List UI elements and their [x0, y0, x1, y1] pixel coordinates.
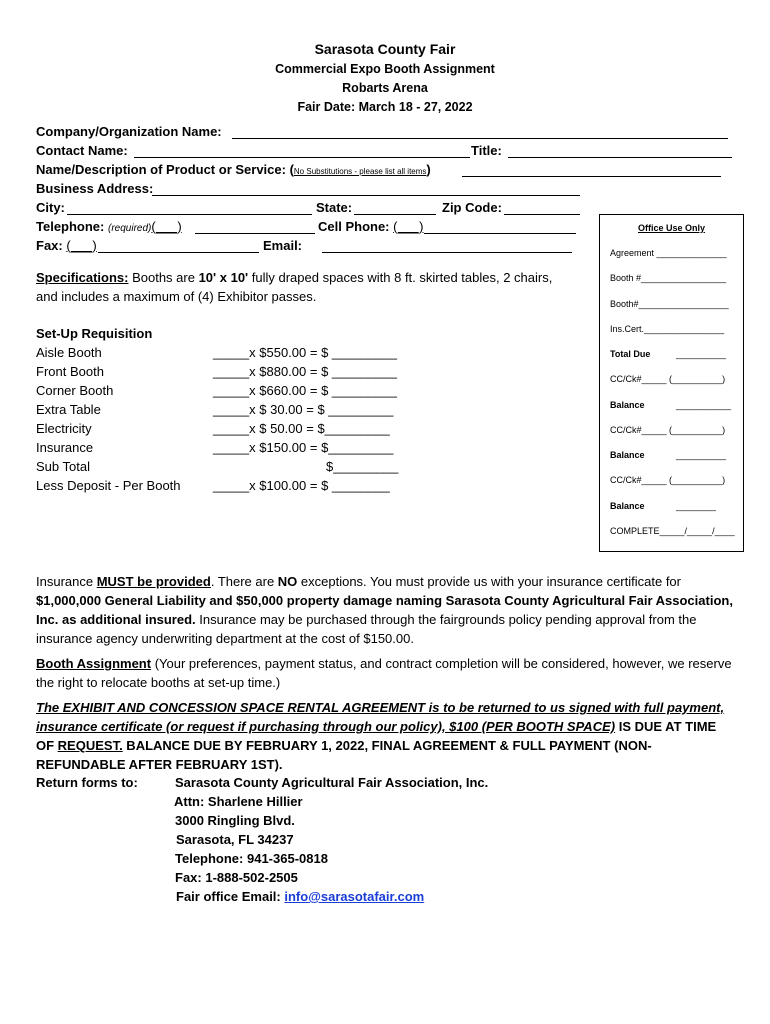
agreement-balance: BALANCE DUE BY FEBRUARY 1, 2022, FINAL AGREEMENT & FULL PAYMENT (NON- REFUNDABLE AFTER FEBRUARY 1ST).	[36, 738, 652, 772]
setup-item-name: Corner Booth	[36, 383, 114, 398]
zip-label: Zip Code:	[442, 200, 502, 215]
office-row-value[interactable]: ___________	[676, 400, 732, 410]
office-row-value[interactable]: ________________	[644, 324, 725, 334]
fax-area: (___)	[66, 238, 97, 253]
setup-item-price[interactable]: _____x $550.00 = $ _________	[213, 345, 397, 360]
setup-item-name: Insurance	[36, 440, 94, 455]
office-row-value[interactable]: __________	[676, 450, 727, 460]
return-street: 3000 Ringling Blvd.	[175, 813, 295, 828]
office-row-value[interactable]: _____ (__________)	[641, 374, 726, 384]
fair-dates: Fair Date: March 18 - 27, 2022	[297, 100, 473, 114]
email-link[interactable]: info@sarasotafair.com	[284, 889, 425, 904]
product-label: Name/Description of Product or Service: (	[36, 162, 294, 177]
office-row-value[interactable]: _____ (__________)	[641, 475, 726, 485]
specs-text-a: Booths are	[128, 270, 199, 285]
setup-item-name: Front Booth	[36, 364, 104, 379]
return-phone: Telephone: 941-365-0818	[175, 851, 328, 866]
office-row-value[interactable]: ________	[676, 501, 717, 511]
office-row-value[interactable]: __________________	[638, 299, 729, 309]
return-city: Sarasota, FL 34237	[176, 832, 294, 847]
office-row-value[interactable]: _________________	[641, 273, 727, 283]
insurance-text: exceptions. You must provide us with your insurance certificate for	[297, 574, 681, 589]
office-row-value[interactable]: __________	[676, 349, 727, 359]
setup-item-name: Aisle Booth	[36, 345, 102, 360]
insurance-text: . There are	[210, 574, 278, 589]
cell-area: (___)	[393, 219, 424, 234]
office-row-label: CC/Ck#	[610, 425, 642, 435]
title-label: Title:	[471, 143, 502, 158]
office-row-label: Balance	[610, 501, 645, 511]
office-use-box	[599, 214, 744, 552]
agreement-request: REQUEST.	[57, 738, 123, 753]
city-label: City:	[36, 200, 65, 215]
office-row-label: CC/Ck#	[610, 374, 642, 384]
return-attn: Attn: Sharlene Hillier	[174, 794, 303, 809]
product-close: )	[426, 162, 431, 177]
address-label: Business Address:	[36, 181, 154, 196]
setup-item-price[interactable]: $_________	[326, 459, 399, 474]
setup-heading: Set-Up Requisition	[36, 326, 153, 341]
return-fax: Fax: 1-888-502-2505	[175, 870, 298, 885]
specs-size: 10' x 10'	[198, 270, 249, 285]
specs-line2: and includes a maximum of (4) Exhibitor passes.	[36, 289, 317, 304]
office-row-label: Total Due	[610, 349, 651, 359]
office-row-label: CC/Ck#	[610, 475, 642, 485]
office-row-label: Balance	[610, 400, 645, 410]
agreement-text: IS DUE AT TIME OF	[36, 719, 717, 753]
specs-text-b: fully draped spaces with 8 ft. skirted tables, 2 chairs,	[248, 270, 553, 285]
cell-field[interactable]	[424, 233, 576, 234]
setup-item-price[interactable]: _____x $150.00 = $_________	[213, 440, 394, 455]
setup-item-name: Sub Total	[36, 459, 90, 474]
contact-label: Contact Name:	[36, 143, 128, 158]
setup-item-name: Less Deposit - Per Booth	[36, 478, 181, 493]
phone-label: Telephone:	[36, 219, 105, 234]
agreement-paragraph	[36, 698, 736, 774]
setup-item-name: Electricity	[36, 421, 92, 436]
booth-text: (Your preferences, payment status, and contract completion will be considered, however, we reserve the right to relocate booths at set-up time.)	[36, 656, 732, 690]
page-title: Sarasota County Fair	[314, 41, 456, 57]
office-row-label: Booth#	[610, 299, 639, 309]
setup-item-price[interactable]: _____x $100.00 = $ ________	[213, 478, 390, 493]
setup-item-price[interactable]: _____x $660.00 = $ _________	[213, 383, 397, 398]
email-label: Email:	[263, 238, 303, 253]
fax-label: Fax:	[36, 238, 63, 253]
office-row-value[interactable]: _____ (__________)	[641, 425, 726, 435]
insurance-coverage: $1,000,000 General Liability and $50,000 property damage naming Sarasota County Agricultural Fair Association, Inc. as additional insured.	[36, 593, 733, 627]
state-field[interactable]	[354, 214, 436, 215]
city-field[interactable]	[67, 214, 312, 215]
return-email-label: Fair office Email:	[176, 889, 285, 904]
phone-area: (___)	[151, 219, 182, 234]
office-row-label: Balance	[610, 450, 645, 460]
address-field[interactable]	[152, 195, 580, 196]
product-field[interactable]	[462, 176, 721, 177]
return-org: Sarasota County Agricultural Fair Association, Inc.	[175, 775, 489, 790]
phone-field[interactable]	[195, 233, 315, 234]
office-row-label: COMPLETE	[610, 526, 660, 536]
venue: Robarts Arena	[342, 81, 428, 95]
title-field[interactable]	[508, 157, 732, 158]
fax-field[interactable]	[98, 252, 259, 253]
insurance-text: Insurance may be purchased through the fairgrounds policy pending approval from the insurance agency underwriting department at the cost of $150.00.	[36, 612, 697, 646]
office-title: Office Use Only	[637, 223, 706, 233]
office-row-label: Agreement	[610, 248, 655, 258]
cell-label: Cell Phone:	[318, 219, 390, 234]
setup-item-price[interactable]: _____x $ 30.00 = $ _________	[213, 402, 394, 417]
return-label: Return forms to:	[36, 775, 138, 790]
state-label: State:	[316, 200, 353, 215]
insurance-text: Insurance	[36, 574, 97, 589]
company-field[interactable]	[232, 138, 728, 139]
office-row-value[interactable]: _____/_____/____	[659, 526, 735, 536]
phone-required: (required)	[108, 223, 152, 234]
page-subtitle: Commercial Expo Booth Assignment	[275, 62, 495, 76]
office-row-label: Ins.Cert.	[610, 324, 645, 334]
product-note: No Substitutions - please list all items	[293, 167, 427, 176]
booth-paragraph	[36, 654, 736, 692]
zip-field[interactable]	[504, 214, 580, 215]
insurance-no: NO	[277, 574, 298, 589]
email-field[interactable]	[322, 252, 572, 253]
office-row-label: Booth #	[610, 273, 642, 283]
agreement-italic: The EXHIBIT AND CONCESSION SPACE RENTAL AGREEMENT is to be returned to us signed with full payment, insurance certificate (or request if purchasing through our policy), $100 (PER BOOTH SPACE)	[36, 700, 725, 734]
company-label: Company/Organization Name:	[36, 124, 222, 139]
setup-item-price[interactable]: _____x $880.00 = $ _________	[213, 364, 397, 379]
contact-field[interactable]	[134, 157, 470, 158]
booth-label: Booth Assignment	[36, 656, 152, 671]
setup-item-name: Extra Table	[36, 402, 101, 417]
office-row-value[interactable]: ______________	[656, 248, 727, 258]
insurance-must: MUST be provided	[96, 574, 211, 589]
setup-item-price[interactable]: _____x $ 50.00 = $_________	[213, 421, 390, 436]
specs-label: Specifications:	[36, 270, 129, 285]
insurance-paragraph	[36, 572, 736, 648]
